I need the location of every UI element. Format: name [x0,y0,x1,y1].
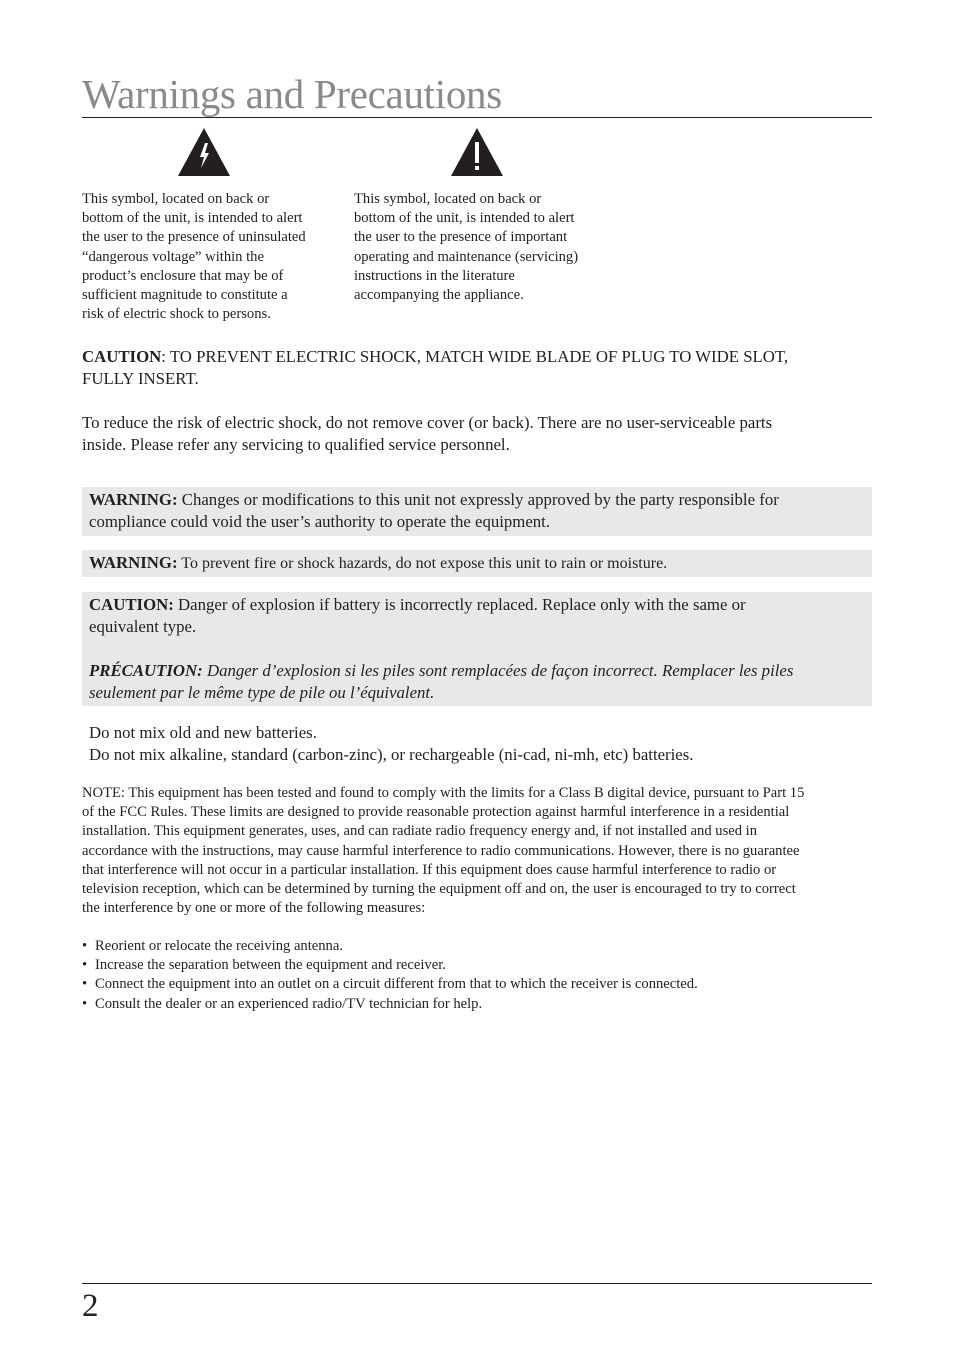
text-line: television reception, which can be determined by turning the equipment off and on, the user is encouraged to try to correct [82,881,796,898]
precaution-label: PRÉCAUTION: [89,661,203,680]
exclamation-warning-icon [451,128,503,176]
battery-mix-notice [89,722,879,766]
title-divider [82,117,872,118]
text-line: seulement par le même type de pile ou l’équivalent. [89,683,435,702]
bullet-icon: • [82,957,88,974]
exclamation-symbol-description [354,190,578,305]
text-line: installation. This equipment generates, uses, and can radiate radio frequency energy and, if not installed and used in [82,823,758,840]
caution-label: CAUTION: [89,595,174,614]
text-line [89,489,872,511]
bullet-icon: • [82,995,88,1012]
text-line: the user to the presence of uninsulated [82,229,306,246]
text-line: FULLY INSERT. [82,369,199,388]
caution-text: : TO PREVENT ELECTRIC SHOCK, MATCH WIDE BLADE OF PLUG TO WIDE SLOT, [161,347,789,366]
text-line [82,346,872,368]
moisture-warning-box [82,550,872,577]
text-line: bottom of the unit, is intended to alert [354,210,575,227]
warning-text: Changes or modifications to this unit not expressly approved by the party responsible for [177,490,779,509]
modification-warning-box [82,487,872,536]
text-line: This symbol, located on back or [82,191,270,207]
text-line: Do not mix old and new batteries. [89,723,317,742]
list-item [82,937,698,956]
text-line: risk of electric shock to persons. [82,306,271,323]
text-line: accompanying the appliance. [354,287,524,304]
text-line: compliance could void the user’s authority to operate the equipment. [89,512,551,531]
text-line: “dangerous voltage” within the [82,248,264,265]
text-line: the interference by one or more of the following measures: [82,900,426,917]
text-line [89,594,872,616]
shock-symbol-description [82,190,306,324]
caution-label: CAUTION [82,347,162,366]
text-line: instructions in the literature [354,267,515,284]
list-item [82,975,698,994]
text-line: of the FCC Rules. These limits are designed to provide reasonable protection against harmful interference in a residential [82,804,790,821]
cover-notice [82,412,872,456]
page-number: 2 [82,1288,99,1324]
text-line: the user to the presence of important [354,229,568,246]
footer-divider [82,1283,872,1284]
text-line: equivalent type. [89,617,197,636]
text-line: accordance with the instructions, may cause harmful interference to radio communications. However, there is no guarantee [82,842,800,859]
plug-caution [82,346,872,390]
text-line: sufficient magnitude to constitute a [82,287,288,304]
text-line: product’s enclosure that may be of [82,267,284,284]
list-item-text: Reorient or relocate the receiving antenna. [95,938,343,954]
page-title: Warnings and Precautions [82,71,502,117]
text-line: NOTE: This equipment has been tested and found to comply with the limits for a Class B digital device, pursuant to Part 15 [82,785,805,801]
text-line [89,552,872,575]
warning-label: WARNING: [89,490,178,509]
warning-text: To prevent fire or shock hazards, do not expose this unit to rain or moisture. [177,555,668,572]
bullet-icon: • [82,938,88,954]
list-item-text: Increase the separation between the equipment and receiver. [95,957,446,974]
text-line [89,660,872,682]
text-line: Do not mix alkaline, standard (carbon-zinc), or rechargeable (ni-cad, ni-mh, etc) batteries. [89,745,694,764]
warning-label: WARNING: [89,553,178,572]
list-item-text: Consult the dealer or an experienced radio/TV technician for help. [95,995,483,1012]
text-line: operating and maintenance (servicing) [354,248,579,265]
text-line: that interference will not occur in a particular installation. If this equipment does cause harmful interference to radio or [82,861,777,878]
text-line: This symbol, located on back or [354,191,542,207]
list-item [82,956,698,975]
text-line: bottom of the unit, is intended to alert [82,210,303,227]
caution-text: Danger of explosion if battery is incorrectly replaced. Replace only with the same or [173,595,746,614]
text-line: To reduce the risk of electric shock, do not remove cover (or back). There are no user-serviceable parts [82,413,773,432]
fcc-note [82,784,804,918]
text-line: inside. Please refer any servicing to qualified service personnel. [82,435,510,454]
list-item-text: Connect the equipment into an outlet on a circuit different from that to which the receiver is connected. [95,976,698,993]
interference-measures-list [82,937,698,1014]
battery-caution-box [82,592,872,706]
list-item [82,995,698,1014]
electric-shock-warning-icon [178,128,230,176]
bullet-icon: • [82,976,88,993]
precaution-text: Danger d’explosion si les piles sont remplacées de façon incorrect. Remplacer les piles [202,661,794,680]
